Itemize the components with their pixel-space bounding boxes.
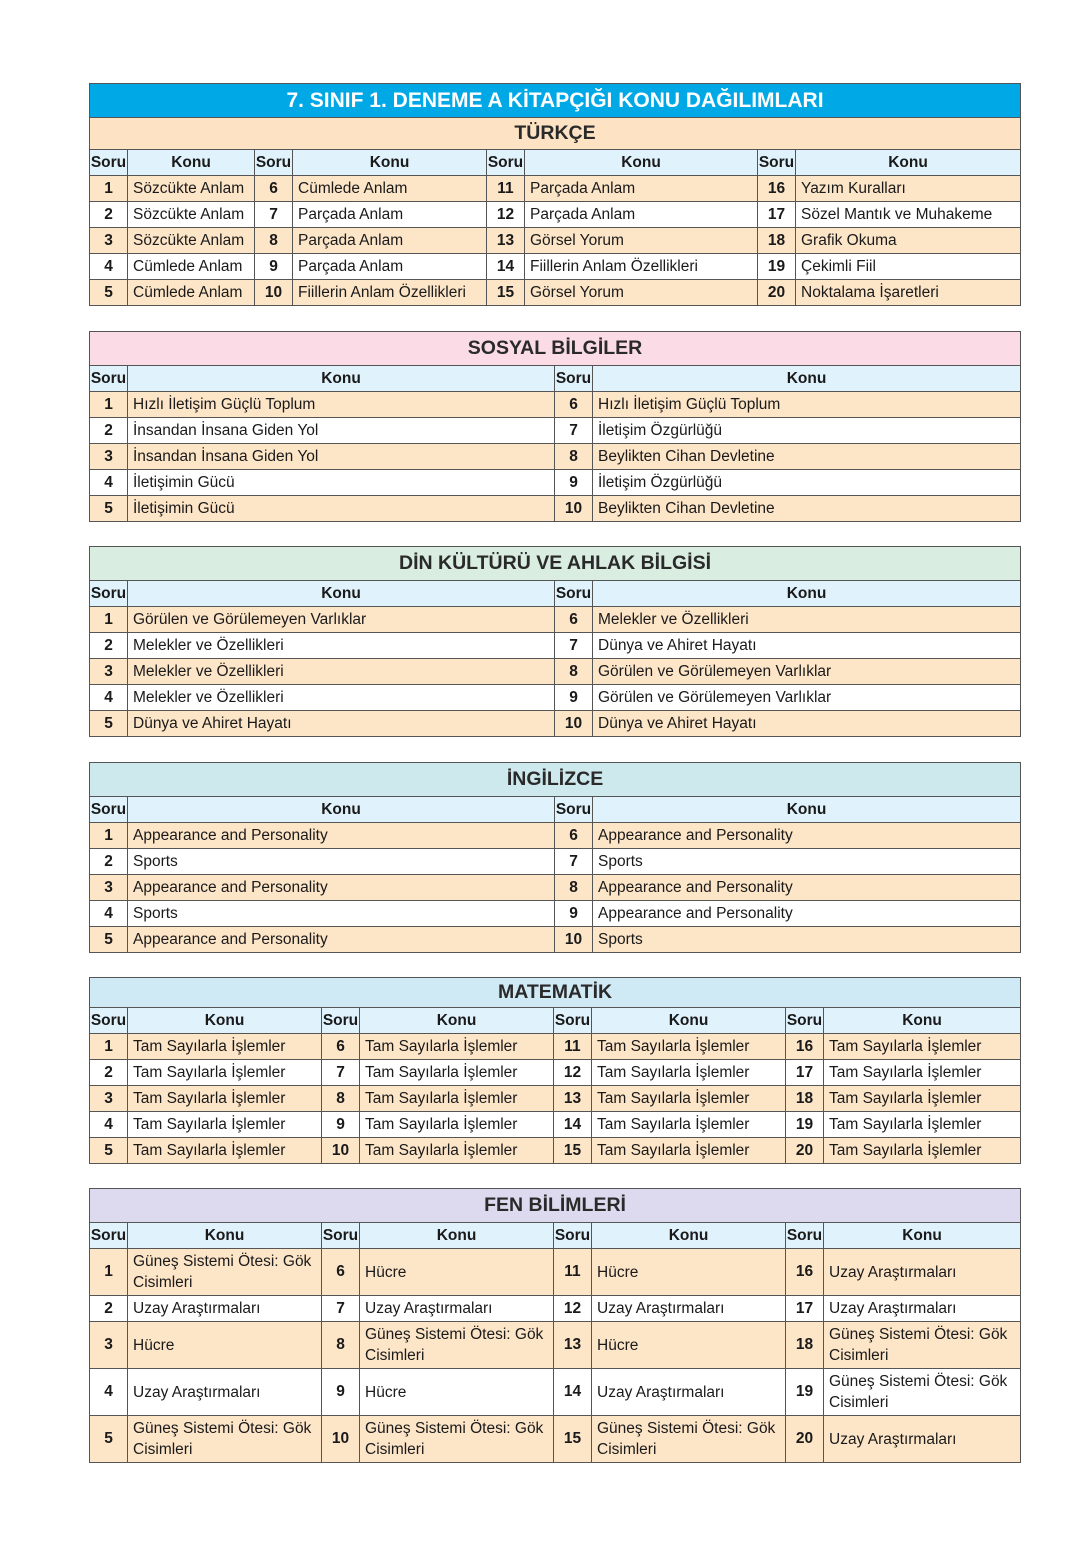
fen-section [89, 1188, 1021, 1463]
soru-header: Soru [90, 797, 128, 823]
topic-cell: Tam Sayılarla İşlemler [592, 1086, 786, 1112]
topic-cell: Sözel Mantık ve Muhakeme [796, 202, 1021, 228]
question-number: 6 [322, 1034, 360, 1060]
topic-cell: Uzay Araştırmaları [592, 1296, 786, 1322]
table-row [90, 823, 1021, 849]
question-number: 7 [322, 1060, 360, 1086]
table-row [90, 1086, 1021, 1112]
topic-cell: Sözcükte Anlam [128, 176, 255, 202]
question-number: 10 [555, 927, 593, 953]
topic-cell: Tam Sayılarla İşlemler [360, 1086, 554, 1112]
question-number: 16 [786, 1249, 824, 1296]
question-number: 3 [90, 1086, 128, 1112]
topic-cell: Sözcükte Anlam [128, 228, 255, 254]
table-row [90, 1296, 1021, 1322]
din-title: DİN KÜLTÜRÜ VE AHLAK BİLGİSİ [90, 547, 1021, 581]
soru-header: Soru [90, 581, 128, 607]
topic-cell: Noktalama İşaretleri [796, 280, 1021, 306]
sosyal-table [89, 331, 1021, 522]
question-number: 4 [90, 1112, 128, 1138]
question-number: 10 [555, 711, 593, 737]
konu-header: Konu [592, 1008, 786, 1034]
topic-cell: Tam Sayılarla İşlemler [592, 1060, 786, 1086]
table-row [90, 1112, 1021, 1138]
sosyal-header-row [90, 366, 1021, 392]
topic-cell: Görsel Yorum [525, 228, 758, 254]
ingilizce-table [89, 762, 1021, 953]
question-number: 16 [758, 176, 796, 202]
question-number: 4 [90, 685, 128, 711]
din-section [89, 546, 1021, 737]
fen-header-row [90, 1223, 1021, 1249]
question-number: 8 [322, 1322, 360, 1369]
topic-cell: Tam Sayılarla İşlemler [824, 1060, 1021, 1086]
topic-cell: Tam Sayılarla İşlemler [824, 1086, 1021, 1112]
question-number: 1 [90, 176, 128, 202]
topic-cell: Melekler ve Özellikleri [128, 659, 555, 685]
topic-cell: Tam Sayılarla İşlemler [592, 1034, 786, 1060]
topic-cell: Melekler ve Özellikleri [128, 685, 555, 711]
konu-header: Konu [525, 150, 758, 176]
question-number: 10 [322, 1416, 360, 1463]
question-number: 4 [90, 254, 128, 280]
question-number: 3 [90, 659, 128, 685]
table-row [90, 470, 1021, 496]
question-number: 14 [487, 254, 525, 280]
konu-header: Konu [824, 1223, 1021, 1249]
question-number: 8 [555, 875, 593, 901]
soru-header: Soru [554, 1008, 592, 1034]
question-number: 5 [90, 496, 128, 522]
konu-header: Konu [593, 581, 1021, 607]
question-number: 5 [90, 927, 128, 953]
soru-header: Soru [555, 581, 593, 607]
table-row [90, 418, 1021, 444]
question-number: 13 [554, 1322, 592, 1369]
question-number: 10 [555, 496, 593, 522]
topic-cell: Görülen ve Görülemeyen Varlıklar [593, 659, 1021, 685]
question-number: 2 [90, 849, 128, 875]
topic-cell: Hücre [360, 1249, 554, 1296]
question-number: 1 [90, 1034, 128, 1060]
topic-cell: Appearance and Personality [593, 901, 1021, 927]
soru-header: Soru [322, 1008, 360, 1034]
topic-cell: Güneş Sistemi Ötesi: Gök Cisimleri [592, 1416, 786, 1463]
question-number: 10 [322, 1138, 360, 1164]
question-number: 19 [786, 1369, 824, 1416]
topic-cell: Tam Sayılarla İşlemler [824, 1138, 1021, 1164]
topic-cell: Tam Sayılarla İşlemler [824, 1034, 1021, 1060]
question-number: 7 [555, 633, 593, 659]
question-number: 6 [555, 823, 593, 849]
topic-cell: Parçada Anlam [525, 176, 758, 202]
question-number: 7 [322, 1296, 360, 1322]
topic-cell: Tam Sayılarla İşlemler [360, 1138, 554, 1164]
topic-cell: Fiillerin Anlam Özellikleri [293, 280, 487, 306]
question-number: 9 [322, 1369, 360, 1416]
question-number: 17 [786, 1296, 824, 1322]
ingilizce-header-row [90, 797, 1021, 823]
konu-header: Konu [128, 581, 555, 607]
soru-header: Soru [90, 366, 128, 392]
question-number: 5 [90, 1416, 128, 1463]
topic-cell: Güneş Sistemi Ötesi: Gök Cisimleri [128, 1249, 322, 1296]
topic-cell: Tam Sayılarla İşlemler [360, 1112, 554, 1138]
question-number: 6 [555, 392, 593, 418]
topic-cell: Güneş Sistemi Ötesi: Gök Cisimleri [360, 1322, 554, 1369]
topic-cell: Parçada Anlam [293, 228, 487, 254]
table-row [90, 392, 1021, 418]
question-number: 9 [555, 901, 593, 927]
topic-cell: Uzay Araştırmaları [592, 1369, 786, 1416]
question-number: 11 [554, 1034, 592, 1060]
soru-header: Soru [758, 150, 796, 176]
konu-header: Konu [796, 150, 1021, 176]
topic-cell: Hızlı İletişim Güçlü Toplum [593, 392, 1021, 418]
topic-cell: Uzay Araştırmaları [128, 1296, 322, 1322]
table-row [90, 633, 1021, 659]
question-number: 14 [554, 1112, 592, 1138]
topic-cell: Görülen ve Görülemeyen Varlıklar [593, 685, 1021, 711]
turkce-header-row [90, 150, 1021, 176]
question-number: 17 [758, 202, 796, 228]
soru-header: Soru [786, 1008, 824, 1034]
topic-cell: Appearance and Personality [593, 823, 1021, 849]
soru-header: Soru [255, 150, 293, 176]
topic-cell: Çekimli Fiil [796, 254, 1021, 280]
question-number: 19 [786, 1112, 824, 1138]
question-number: 7 [255, 202, 293, 228]
konu-header: Konu [593, 366, 1021, 392]
topic-cell: Tam Sayılarla İşlemler [128, 1034, 322, 1060]
konu-header: Konu [593, 797, 1021, 823]
question-number: 3 [90, 228, 128, 254]
question-number: 1 [90, 823, 128, 849]
table-row [90, 685, 1021, 711]
question-number: 18 [786, 1086, 824, 1112]
soru-header: Soru [90, 150, 128, 176]
topic-cell: Hücre [592, 1322, 786, 1369]
question-number: 8 [555, 444, 593, 470]
question-number: 2 [90, 1296, 128, 1322]
table-row [90, 1322, 1021, 1369]
table-row [90, 927, 1021, 953]
question-number: 6 [322, 1249, 360, 1296]
konu-header: Konu [128, 150, 255, 176]
question-number: 2 [90, 418, 128, 444]
topic-cell: Uzay Araştırmaları [824, 1296, 1021, 1322]
table-row [90, 1369, 1021, 1416]
question-number: 1 [90, 1249, 128, 1296]
topic-cell: Yazım Kuralları [796, 176, 1021, 202]
topic-cell: Güneş Sistemi Ötesi: Gök Cisimleri [128, 1416, 322, 1463]
topic-cell: Melekler ve Özellikleri [128, 633, 555, 659]
topic-cell: Appearance and Personality [128, 823, 555, 849]
question-number: 20 [786, 1138, 824, 1164]
topic-cell: İletişim Özgürlüğü [593, 470, 1021, 496]
question-number: 18 [758, 228, 796, 254]
topic-cell: Uzay Araştırmaları [360, 1296, 554, 1322]
topic-cell: Uzay Araştırmaları [128, 1369, 322, 1416]
question-number: 3 [90, 1322, 128, 1369]
turkce-section [89, 83, 1021, 306]
table-row [90, 1138, 1021, 1164]
question-number: 12 [554, 1060, 592, 1086]
table-row [90, 1416, 1021, 1463]
soru-header: Soru [786, 1223, 824, 1249]
konu-header: Konu [824, 1008, 1021, 1034]
soru-header: Soru [90, 1008, 128, 1034]
question-number: 6 [255, 176, 293, 202]
question-number: 9 [555, 685, 593, 711]
question-number: 12 [487, 202, 525, 228]
table-row [90, 711, 1021, 737]
konu-header: Konu [592, 1223, 786, 1249]
table-row [90, 254, 1021, 280]
topic-cell: Hücre [128, 1322, 322, 1369]
topic-cell: Tam Sayılarla İşlemler [824, 1112, 1021, 1138]
question-number: 7 [555, 849, 593, 875]
topic-cell: İnsandan İnsana Giden Yol [128, 444, 555, 470]
ingilizce-title: İNGİLİZCE [90, 763, 1021, 797]
question-number: 15 [487, 280, 525, 306]
table-row [90, 875, 1021, 901]
question-number: 4 [90, 901, 128, 927]
question-number: 12 [554, 1296, 592, 1322]
question-number: 20 [758, 280, 796, 306]
question-number: 14 [554, 1369, 592, 1416]
konu-header: Konu [128, 1008, 322, 1034]
soru-header: Soru [555, 797, 593, 823]
topic-cell: İletişim Özgürlüğü [593, 418, 1021, 444]
topic-cell: İnsandan İnsana Giden Yol [128, 418, 555, 444]
question-number: 13 [487, 228, 525, 254]
question-number: 20 [786, 1416, 824, 1463]
topic-cell: Tam Sayılarla İşlemler [592, 1138, 786, 1164]
topic-cell: Güneş Sistemi Ötesi: Gök Cisimleri [824, 1322, 1021, 1369]
question-number: 10 [255, 280, 293, 306]
question-number: 11 [554, 1249, 592, 1296]
question-number: 16 [786, 1034, 824, 1060]
topic-cell: Parçada Anlam [525, 202, 758, 228]
konu-header: Konu [128, 366, 555, 392]
konu-header: Konu [293, 150, 487, 176]
table-row [90, 202, 1021, 228]
konu-header: Konu [128, 797, 555, 823]
topic-cell: Sports [128, 901, 555, 927]
question-number: 11 [487, 176, 525, 202]
topic-cell: Güneş Sistemi Ötesi: Gök Cisimleri [824, 1369, 1021, 1416]
topic-cell: Cümlede Anlam [128, 280, 255, 306]
turkce-table [89, 117, 1021, 306]
soru-header: Soru [487, 150, 525, 176]
topic-cell: Görsel Yorum [525, 280, 758, 306]
konu-header: Konu [360, 1008, 554, 1034]
din-header-row [90, 581, 1021, 607]
fen-title: FEN BİLİMLERİ [90, 1189, 1021, 1223]
question-number: 8 [322, 1086, 360, 1112]
question-number: 7 [555, 418, 593, 444]
table-row [90, 176, 1021, 202]
question-number: 4 [90, 470, 128, 496]
main-title: 7. SINIF 1. DENEME A KİTAPÇIĞI KONU DAĞILIMLARI [89, 83, 1021, 117]
topic-cell: Hücre [592, 1249, 786, 1296]
question-number: 1 [90, 607, 128, 633]
topic-cell: Tam Sayılarla İşlemler [128, 1138, 322, 1164]
question-number: 5 [90, 280, 128, 306]
topic-cell: Uzay Araştırmaları [824, 1416, 1021, 1463]
topic-cell: Tam Sayılarla İşlemler [360, 1060, 554, 1086]
topic-cell: Grafik Okuma [796, 228, 1021, 254]
matematik-table [89, 977, 1021, 1164]
topic-cell: Tam Sayılarla İşlemler [128, 1112, 322, 1138]
table-row [90, 280, 1021, 306]
topic-cell: Tam Sayılarla İşlemler [360, 1034, 554, 1060]
question-number: 9 [322, 1112, 360, 1138]
topic-cell: Sports [593, 927, 1021, 953]
topic-cell: Dünya ve Ahiret Hayatı [128, 711, 555, 737]
topic-cell: İletişimin Gücü [128, 470, 555, 496]
table-row [90, 444, 1021, 470]
table-row [90, 607, 1021, 633]
table-row [90, 849, 1021, 875]
topic-cell: Dünya ve Ahiret Hayatı [593, 711, 1021, 737]
table-row [90, 1034, 1021, 1060]
table-row [90, 901, 1021, 927]
question-number: 3 [90, 444, 128, 470]
topic-cell: Görülen ve Görülemeyen Varlıklar [128, 607, 555, 633]
question-number: 4 [90, 1369, 128, 1416]
soru-header: Soru [90, 1223, 128, 1249]
sosyal-section [89, 331, 1021, 522]
topic-cell: Hızlı İletişim Güçlü Toplum [128, 392, 555, 418]
topic-cell: Appearance and Personality [128, 875, 555, 901]
topic-cell: İletişimin Gücü [128, 496, 555, 522]
question-number: 17 [786, 1060, 824, 1086]
question-number: 6 [555, 607, 593, 633]
topic-cell: Parçada Anlam [293, 202, 487, 228]
question-number: 2 [90, 202, 128, 228]
table-row [90, 1249, 1021, 1296]
topic-cell: Güneş Sistemi Ötesi: Gök Cisimleri [360, 1416, 554, 1463]
topic-cell: Hücre [360, 1369, 554, 1416]
soru-header: Soru [322, 1223, 360, 1249]
topic-cell: Dünya ve Ahiret Hayatı [593, 633, 1021, 659]
topic-cell: Appearance and Personality [593, 875, 1021, 901]
question-number: 9 [255, 254, 293, 280]
topic-cell: Cümlede Anlam [128, 254, 255, 280]
question-number: 2 [90, 1060, 128, 1086]
question-number: 8 [255, 228, 293, 254]
table-row [90, 228, 1021, 254]
question-number: 15 [554, 1416, 592, 1463]
question-number: 1 [90, 392, 128, 418]
topic-cell: Sözcükte Anlam [128, 202, 255, 228]
topic-cell: Tam Sayılarla İşlemler [128, 1086, 322, 1112]
topic-cell: Uzay Araştırmaları [824, 1249, 1021, 1296]
soru-header: Soru [554, 1223, 592, 1249]
din-table [89, 546, 1021, 737]
table-row [90, 496, 1021, 522]
question-number: 19 [758, 254, 796, 280]
question-number: 8 [555, 659, 593, 685]
topic-cell: Parçada Anlam [293, 254, 487, 280]
turkce-title: TÜRKÇE [90, 118, 1021, 150]
topic-cell: Tam Sayılarla İşlemler [592, 1112, 786, 1138]
question-number: 2 [90, 633, 128, 659]
sosyal-title: SOSYAL BİLGİLER [90, 332, 1021, 366]
question-number: 18 [786, 1322, 824, 1369]
konu-header: Konu [360, 1223, 554, 1249]
matematik-title: MATEMATİK [90, 978, 1021, 1008]
soru-header: Soru [555, 366, 593, 392]
topic-cell: Cümlede Anlam [293, 176, 487, 202]
question-number: 9 [555, 470, 593, 496]
topic-cell: Beylikten Cihan Devletine [593, 496, 1021, 522]
fen-table [89, 1188, 1021, 1463]
topic-cell: Sports [128, 849, 555, 875]
topic-cell: Tam Sayılarla İşlemler [128, 1060, 322, 1086]
question-number: 5 [90, 1138, 128, 1164]
konu-header: Konu [128, 1223, 322, 1249]
table-row [90, 659, 1021, 685]
question-number: 13 [554, 1086, 592, 1112]
question-number: 15 [554, 1138, 592, 1164]
topic-cell: Appearance and Personality [128, 927, 555, 953]
matematik-header-row [90, 1008, 1021, 1034]
question-number: 3 [90, 875, 128, 901]
table-row [90, 1060, 1021, 1086]
matematik-section [89, 977, 1021, 1164]
ingilizce-section [89, 762, 1021, 953]
question-number: 5 [90, 711, 128, 737]
topic-cell: Sports [593, 849, 1021, 875]
topic-cell: Fiillerin Anlam Özellikleri [525, 254, 758, 280]
topic-cell: Melekler ve Özellikleri [593, 607, 1021, 633]
topic-cell: Beylikten Cihan Devletine [593, 444, 1021, 470]
